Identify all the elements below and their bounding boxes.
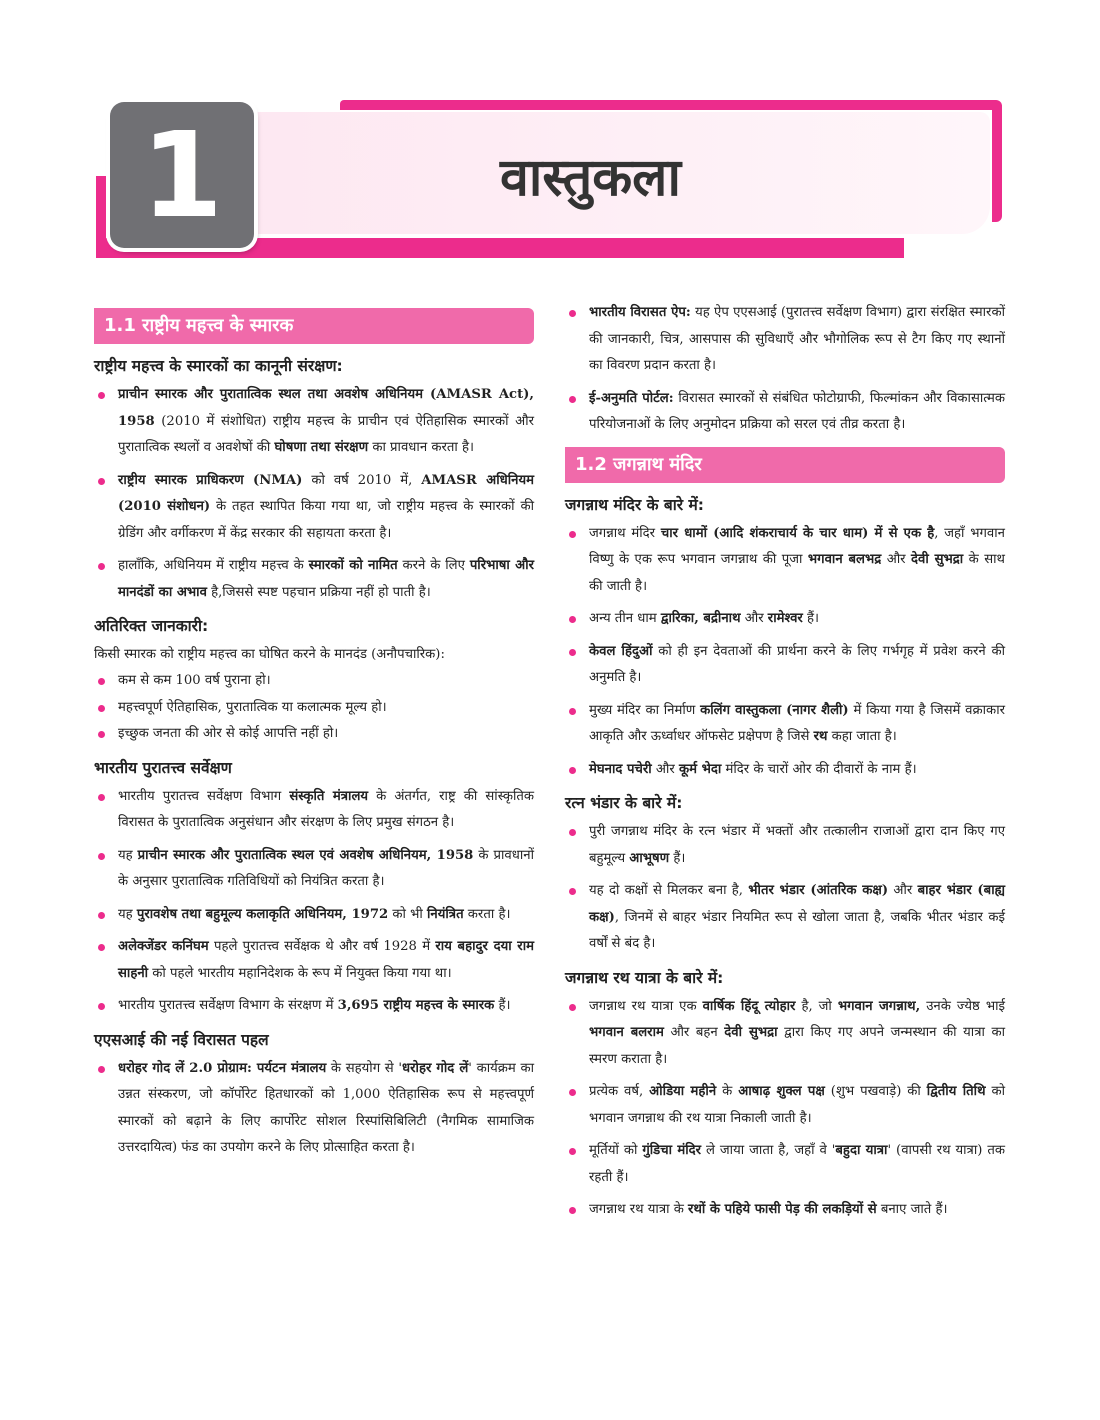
bullet-list [94,784,534,1020]
list-item: ई-अनुमति पोर्टल: विरासत स्मारकों से संबंधित फोटोग्राफी, फिल्मांकन और विकासात्मक परियोजनाओं के लिए अनुमोदन प्रक्रिया को सरल एवं तीव्र करता है। [565,386,1005,439]
sub-heading: अतिरिक्त जानकारी: [94,617,209,635]
list-item: जगन्नाथ रथ यात्रा के रथों के पहिये फासी पेड़ की लकड़ियों से बनाए जाते हैं। [565,1197,1005,1224]
list-item: जगन्नाथ मंदिर चार धामों (आदि शंकराचार्य के चार धाम) में से एक है, जहाँ भगवान विष्णु के एक रूप भगवान जगन्नाथ की पूजा भगवान बलभद्र और देवी सुभद्रा के साथ की जाती है। [565,521,1005,601]
list-item: हालाँकि, अधिनियम में राष्ट्रीय महत्त्व के स्मारकों को नामित करने के लिए परिभाषा और मानदंडों का अभाव है,जिससे स्पष्ट पहचान प्रक्रिया नहीं हो पाती है। [94,553,534,606]
list-item: भारतीय पुरातत्त्व सर्वेक्षण विभाग के संरक्षण में 3,695 राष्ट्रीय महत्त्व के स्मारक हैं। [94,993,534,1020]
list-item: प्राचीन स्मारक और पुरातात्विक स्थल तथा अवशेष अधिनियम (AMASR Act), 1958 (2010 में संशोधित) राष्ट्रीय महत्त्व के प्राचीन एवं ऐतिहासिक स्मारकों और पुरातात्विक स्थलों व अवशेषों की घोषणा तथा संरक्षण का प्रावधान करता है। [94,382,534,462]
list-item: मुख्य मंदिर का निर्माण कलिंग वास्तुकला (नागर शैली) में किया गया है जिसमें वक्राकार आकृति और ऊर्ध्वाधर ऑफसेट प्रक्षेपण है जिसे रथ कहा जाता है। [565,698,1005,751]
list-item: इच्छुक जनता की ओर से कोई आपत्ति नहीं हो। [94,721,534,748]
right-column [565,300,1005,1230]
bullet-list [565,521,1005,784]
bullet-list [565,300,1005,439]
list-item: महत्त्वपूर्ण ऐतिहासिक, पुरातात्विक या कलात्मक मूल्य हो। [94,695,534,722]
list-item: प्रत्येक वर्ष, ओडिया महीने के आषाढ़ शुक्ल पक्ष (शुभ पखवाड़े) की द्वितीय तिथि को भगवान जगन्नाथ की रथ यात्रा निकाली जाती है। [565,1079,1005,1132]
sub-heading: जगन्नाथ मंदिर के बारे में: [565,495,704,514]
paragraph: किसी स्मारक को राष्ट्रीय महत्त्व का घोषित करने के मानदंड (अनौपचारिक): [94,647,445,662]
bullet-list [94,1056,534,1162]
section-title: 1.1 राष्ट्रीय महत्त्व के स्मारक [94,308,534,344]
sub-heading: भारतीय पुरातत्त्व सर्वेक्षण [94,758,232,777]
header-accent-right [992,100,1002,222]
header-accent-top [340,100,1000,110]
sub-heading: राष्ट्रीय महत्त्व के स्मारकों का कानूनी संरक्षण: [94,357,343,375]
list-item: मेघनाद पचेरी और कूर्म भेदा मंदिर के चारों ओर की दीवारों के नाम हैं। [565,757,1005,784]
list-item: जगन्नाथ रथ यात्रा एक वार्षिक हिंदू त्योहार है, जो भगवान जगन्नाथ, उनके ज्येष्ठ भाई भगवान बलराम और बहन देवी सुभद्रा द्वारा किए गए अपने जन्मस्थान की यात्रा का स्मरण कराता है। [565,994,1005,1074]
bullet-list [565,994,1005,1224]
bullet-list [94,668,534,748]
list-item: कम से कम 100 वर्ष पुराना हो। [94,668,534,695]
list-item: यह प्राचीन स्मारक और पुरातात्विक स्थल एवं अवशेष अधिनियम, 1958 के प्रावधानों के अनुसार पुरातात्विक गतिविधियों को नियंत्रित करता है। [94,843,534,896]
bullet-list [94,382,534,606]
list-item: भारतीय पुरातत्त्व सर्वेक्षण विभाग संस्कृति मंत्रालय के अंतर्गत, राष्ट्र की सांस्कृतिक विरासत के पुरातात्विक अनुसंधान और संरक्षण के लिए प्रमुख संगठन है। [94,784,534,837]
list-item: राष्ट्रीय स्मारक प्राधिकरण (NMA) को वर्ष 2010 में, AMASR अधिनियम (2010 संशोधन) के तहत स्थापित किया गया था, जो राष्ट्रीय महत्त्व के स्मारकों की ग्रेडिंग और वर्गीकरण में केंद्र सरकार की सहायता करता है। [94,468,534,548]
list-item: यह दो कक्षों से मिलकर बना है, भीतर भंडार (आंतरिक कक्ष) और बाहर भंडार (बाह्य कक्ष), जिनमें से बाहर भंडार नियमित रूप से खोला जाता है, जबकि भीतर भंडार कई वर्षों से बंद है। [565,878,1005,958]
list-item: धरोहर गोद लें 2.0 प्रोग्राम: पर्यटन मंत्रालय के सहयोग से 'धरोहर गोद लें' कार्यक्रम का उन्नत संस्करण, जो कॉर्पोरेट हितधारकों को 1,000 ऐतिहासिक रूप से महत्त्वपूर्ण स्मारकों को बढ़ाने के लिए कार्पोरेट सोशल रिस्पांसिबिलिटी (नैगमिक सामाजिक उत्तरदायित्व) फंड का उपयोग करने के लिए प्रोत्साहित करता है। [94,1056,534,1162]
sub-heading: जगन्नाथ रथ यात्रा के बारे में: [565,968,724,987]
list-item: यह पुरावशेष तथा बहुमूल्य कलाकृति अधिनियम, 1972 को भी नियंत्रित करता है। [94,902,534,929]
left-column [94,300,534,1168]
list-item: पुरी जगन्नाथ मंदिर के रत्न भंडार में भक्तों और तत्कालीन राजाओं द्वारा दान किए गए बहुमूल्य आभूषण हैं। [565,819,1005,872]
sub-heading: एएसआई की नई विरासत पहल [94,1030,269,1049]
chapter-title: वास्तुकला [500,148,681,208]
list-item: भारतीय विरासत ऐप: यह ऐप एएसआई (पुरातत्त्व सर्वेक्षण विभाग) द्वारा संरक्षित स्मारकों की जानकारी, चित्र, आसपास की सुविधाएँ और भौगोलिक रूप से टैग किए गए स्थानों का विवरण प्रदान करता है। [565,300,1005,380]
list-item: मूर्तियों को गुंडिचा मंदिर ले जाया जाता है, जहाँ वे 'बहुदा यात्रा' (वापसी रथ यात्रा) तक रहती हैं। [565,1138,1005,1191]
chapter-number: 1 [110,102,254,248]
list-item: केवल हिंदुओं को ही इन देवताओं की प्रार्थना करने के लिए गर्भगृह में प्रवेश करने की अनुमति है। [565,639,1005,692]
bullet-list [565,819,1005,958]
sub-heading: रत्न भंडार के बारे में: [565,794,683,812]
list-item: अलेक्जेंडर कनिंघम पहले पुरातत्त्व सर्वेक्षक थे और वर्ष 1928 में राय बहादुर दया राम साहनी को पहले भारतीय महानिदेशक के रूप में नियुक्त किया गया था। [94,934,534,987]
list-item: अन्य तीन धाम द्वारिका, बद्रीनाथ और रामेश्वर हैं। [565,606,1005,633]
section-title: 1.2 जगन्नाथ मंदिर [565,447,1005,483]
